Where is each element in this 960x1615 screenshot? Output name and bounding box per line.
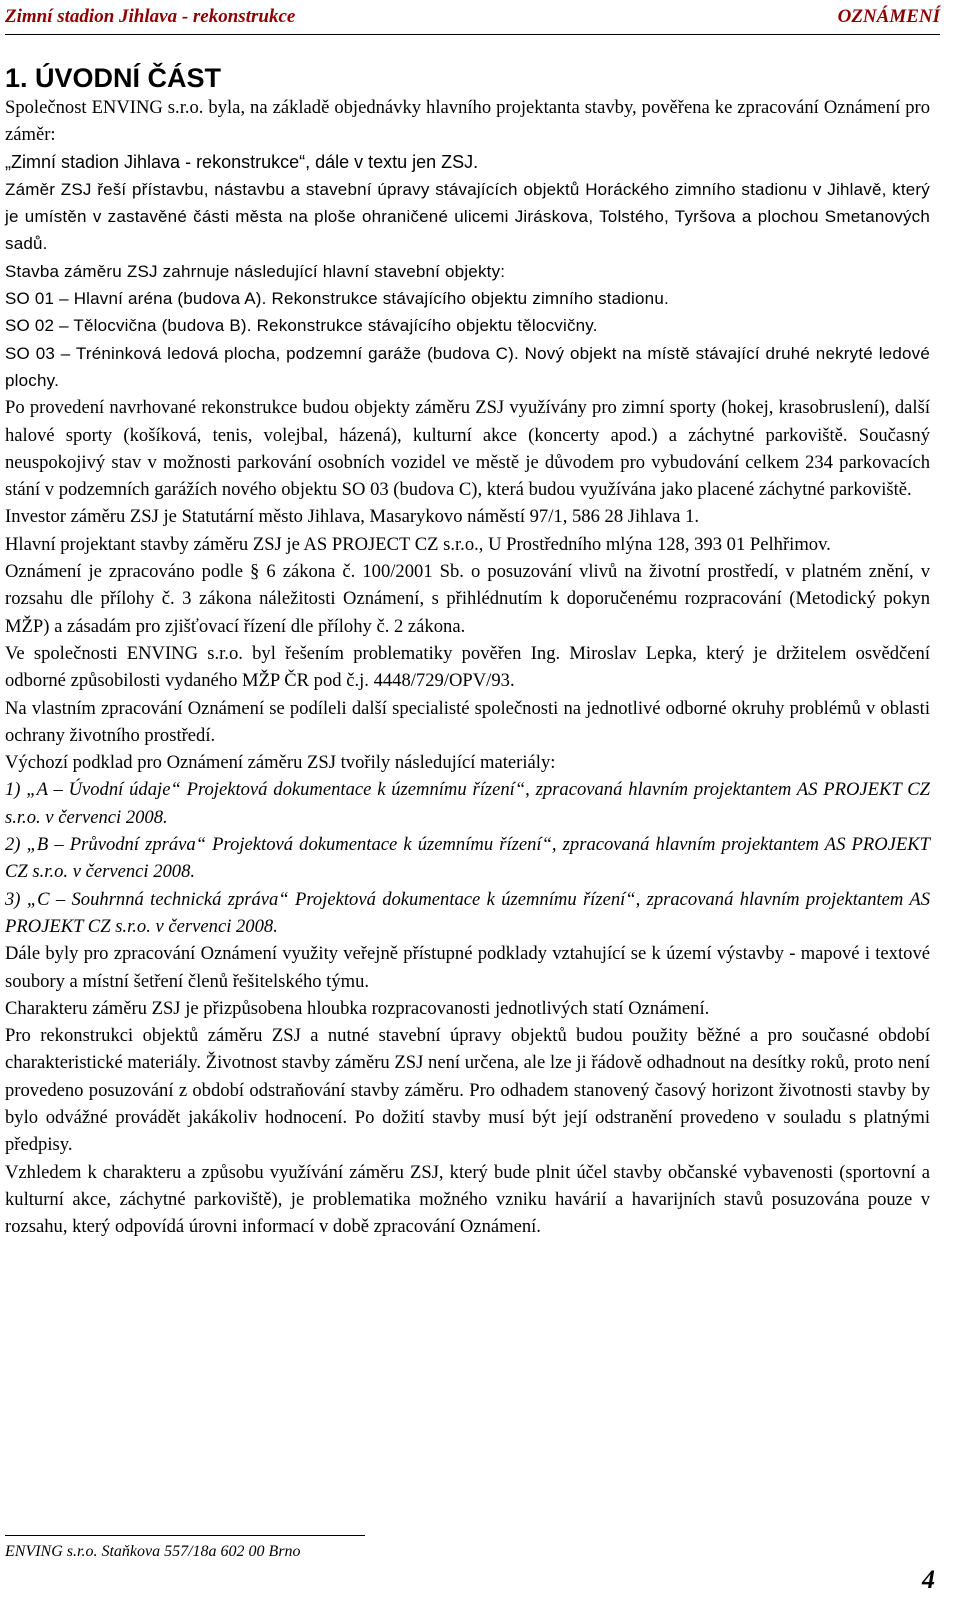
paragraph-responsible: Ve společnosti ENVING s.r.o. byl řešením problematiky pověřen Ing. Miroslav Lepka, který je držitelem osvědčení odborné způsobilosti vydaného MŽP ČR pod č.j. 4448/729/OPV/93. (5, 642, 930, 692)
section-heading: 1. ÚVODNÍ ČÁST (5, 63, 222, 93)
paragraph-so03: SO 03 – Tréninková ledová plocha, podzemní garáže (budova C). Nový objekt na místě stávající druhé nekryté ledové plochy. (5, 343, 930, 390)
paragraph-usage: Po provedení navrhované rekonstrukce budou objekty záměru ZSJ využívány pro zimní sporty (hokej, krasobruslení), další halové sporty (košíková, tenis, volejbal, házená), kulturní akce (koncerty apod.) a záchytné parkoviště. Současný neuspokojivý stav v možnosti parkování osobních vozidel ve městě je důvodem pro vybudování celkem 234 parkovacích stání v podzemních garážích nového objektu SO 03 (budova C), která budou využívána jako placené záchytné parkoviště. (5, 397, 930, 501)
list-item: 3) „C – Souhrnná technická zpráva“ Projektová dokumentace k územnímu řízení“, zpracovaná hlavním projektantem AS PROJEKT CZ s.r.o. v červenci 2008. (5, 888, 930, 937)
page-number: 4 (922, 1565, 935, 1594)
paragraph-scope: Záměr ZSJ řeší přístavbu, nástavbu a stavební úpravy stávajících objektů Horáckého zimního stadionu v Jihlavě, který je umístěn v zastavěné části města na ploše ohraničené ulicemi Jiráskova, Tolstého, Tyršova a plochou Smetanových sadů. (5, 179, 930, 254)
paragraph-lifetime: Pro rekonstrukci objektů záměru ZSJ a nutné stavební úpravy objektů budou použity běžné a pro současné období charakteristické materiály. Životnost stavby záměru ZSJ není určena, ale lze ji řádově odhadnout na desítky roků, proto není provedeno posuzování z období odstraňování stavby záměru. Pro odhadem stanovený časový horizont životnosti stavby by bylo odvážné provádět jakákoliv hodnocení. Po dožití stavby musí být její odstranění provedeno v souladu s platnými předpisy. (5, 1025, 930, 1156)
paragraph-project-name: „Zimní stadion Jihlava - rekonstrukce“, dále v textu jen ZSJ. (5, 151, 479, 172)
paragraph-designer: Hlavní projektant stavby záměru ZSJ je AS PROJECT CZ s.r.o., U Prostředního mlýna 128, 393 01 Pelhřimov. (5, 533, 831, 555)
paragraph-public-sources: Dále byly pro zpracování Oznámení využity veřejně přístupné podklady vztahující se k území výstavby - mapové i textové soubory a místní šetření členů řešitelského týmu. (5, 943, 930, 992)
list-item: 2) „B – Průvodní zpráva“ Projektová dokumentace k územnímu řízení“, zpracovaná hlavním projektantem AS PROJEKT CZ s.r.o. v červenci 2008. (5, 834, 930, 883)
paragraph-accidents: Vzhledem k charakteru a způsobu využívání záměru ZSJ, který bude plnit účel stavby občanské vybavenosti (sportovní a kulturní akce, záchytné parkoviště), je problematika možného vzniku havárií a havarijních stavů posuzována pouze v rozsahu, který odpovídá úrovni informací v době zpracování Oznámení. (5, 1161, 930, 1238)
document-body (5, 60, 930, 1240)
paragraph-legal-basis: Oznámení je zpracováno podle § 6 zákona č. 100/2001 Sb. o posuzování vlivů na životní prostředí, v platném znění, v rozsahu dle přílohy č. 3 zákona náležitosti Oznámení, s přihlédnutím k doporučenému rozpracování (Metodický pokyn MŽP) a zásadám pro zjišťovací řízení dle přílohy č. 2 zákona. (5, 561, 930, 637)
paragraph-objects-intro: Stavba záměru ZSJ zahrnuje následující hlavní stavební objekty: (5, 261, 506, 281)
paragraph-depth: Charakteru záměru ZSJ je přizpůsobena hloubka rozpracovanosti jednotlivých statí Oznámení. (5, 997, 710, 1019)
header-title: Zimní stadion Jihlava - rekonstrukce (5, 6, 296, 27)
footer-divider (5, 1535, 365, 1536)
list-item: 1) „A – Úvodní údaje“ Projektová dokumentace k územnímu řízení“, zpracovaná hlavním projektantem AS PROJEKT CZ s.r.o. v červenci 2008. (5, 779, 930, 828)
page-header (5, 4, 940, 35)
paragraph-investor: Investor záměru ZSJ je Statutární město Jihlava, Masarykovo náměstí 97/1, 586 28 Jihlava 1. (5, 506, 700, 528)
paragraph-materials-intro: Výchozí podklad pro Oznámení záměru ZSJ tvořily následující materiály: (5, 752, 556, 774)
paragraph-specialists: Na vlastním zpracování Oznámení se podíleli další specialisté společnosti na jednotlivé odborné okruhy problémů v oblasti ochrany životního prostředí. (5, 697, 930, 746)
footer-address: ENVING s.r.o. Staňkova 557/18a 602 00 Brno (5, 1543, 301, 1560)
paragraph-so02: SO 02 – Tělocvična (budova B). Rekonstrukce stávajícího objektu tělocvičny. (5, 316, 598, 336)
paragraph-intro: Společnost ENVING s.r.o. byla, na základě objednávky hlavního projektanta stavby, pověřena ke zpracování Oznámení pro záměr: (5, 97, 930, 146)
paragraph-so01: SO 01 – Hlavní aréna (budova A). Rekonstrukce stávajícího objektu zimního stadionu. (5, 289, 669, 309)
header-doc-type: OZNÁMENÍ (837, 6, 940, 27)
